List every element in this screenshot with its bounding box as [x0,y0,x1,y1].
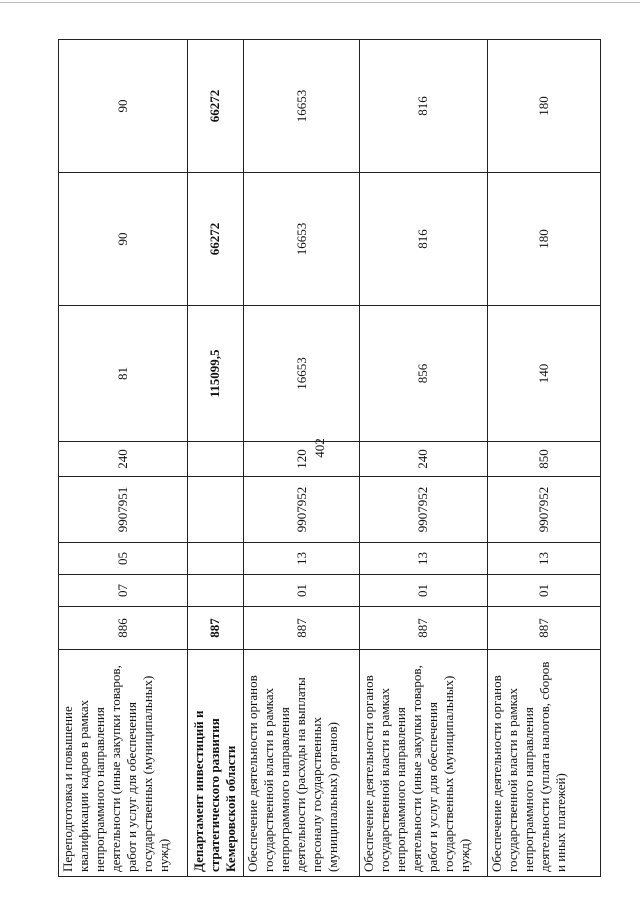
table-row-department [187,40,244,877]
amount-3: 90 [59,40,188,173]
ministry-code: 887 [359,607,488,650]
budget-table [58,39,601,877]
ministry-code: 887 [187,607,244,650]
expense-type-code: 120 [244,442,359,477]
amount-3: 180 [488,40,601,173]
section-code [187,575,244,607]
subsection-code [187,543,244,575]
target-article-code: 9907951 [59,477,188,543]
subsection-code: 05 [59,543,188,575]
amount-2: 16653 [244,173,359,306]
table-row [359,40,488,877]
expense-type-code: 240 [359,442,488,477]
ministry-code: 887 [488,607,601,650]
target-article-code: 9907952 [488,477,601,543]
amount-1: 140 [488,306,601,442]
row-name: Департамент инвестиций и стратегического развития Кемеровской области [187,650,244,877]
section-code: 01 [359,575,488,607]
amount-3: 16653 [244,40,359,173]
page-number: 402 [312,438,327,458]
subsection-code: 13 [359,543,488,575]
ministry-code: 887 [244,607,359,650]
amount-2: 90 [59,173,188,306]
target-article-code [187,477,244,543]
row-name: Обеспечение деятельности органов государственной власти в рамках непрограммного направления деятельности (уплата налогов, сборов и иных платежей) [488,650,601,877]
amount-2: 816 [359,173,488,306]
table-row [488,40,601,877]
amount-2: 66272 [187,173,244,306]
table-row [244,40,359,877]
table-container [58,40,601,877]
amount-1: 81 [59,306,188,442]
amount-3: 816 [359,40,488,173]
ministry-code: 886 [59,607,188,650]
amount-1: 856 [359,306,488,442]
section-code: 01 [244,575,359,607]
section-code: 01 [488,575,601,607]
row-name: Обеспечение деятельности органов государственной власти в рамках непрограммного направления деятельности (расходы на выплаты персоналу государственных (муниципальных) органов) [244,650,359,877]
subsection-code: 13 [488,543,601,575]
row-name: Переподготовка и повышение квалификации кадров в рамках непрограммного направления деятельности (иные закупки товаров, работ и услуг для обеспечения государственных (муниципальных) нужд) [59,650,188,877]
amount-3: 66272 [187,40,244,173]
table-row [59,40,188,877]
row-name: Обеспечение деятельности органов государственной власти в рамках непрограммного направления деятельности (иные закупки товаров, работ и услуг для обеспечения государственных (муниципальных) нужд) [359,650,488,877]
amount-1: 115099,5 [187,306,244,442]
expense-type-code: 850 [488,442,601,477]
amount-1: 16653 [244,306,359,442]
amount-2: 180 [488,173,601,306]
expense-type-code [187,442,244,477]
section-code: 07 [59,575,188,607]
subsection-code: 13 [244,543,359,575]
target-article-code: 9907952 [244,477,359,543]
scan-edge-line [0,2,640,3]
expense-type-code: 240 [59,442,188,477]
target-article-code: 9907952 [359,477,488,543]
